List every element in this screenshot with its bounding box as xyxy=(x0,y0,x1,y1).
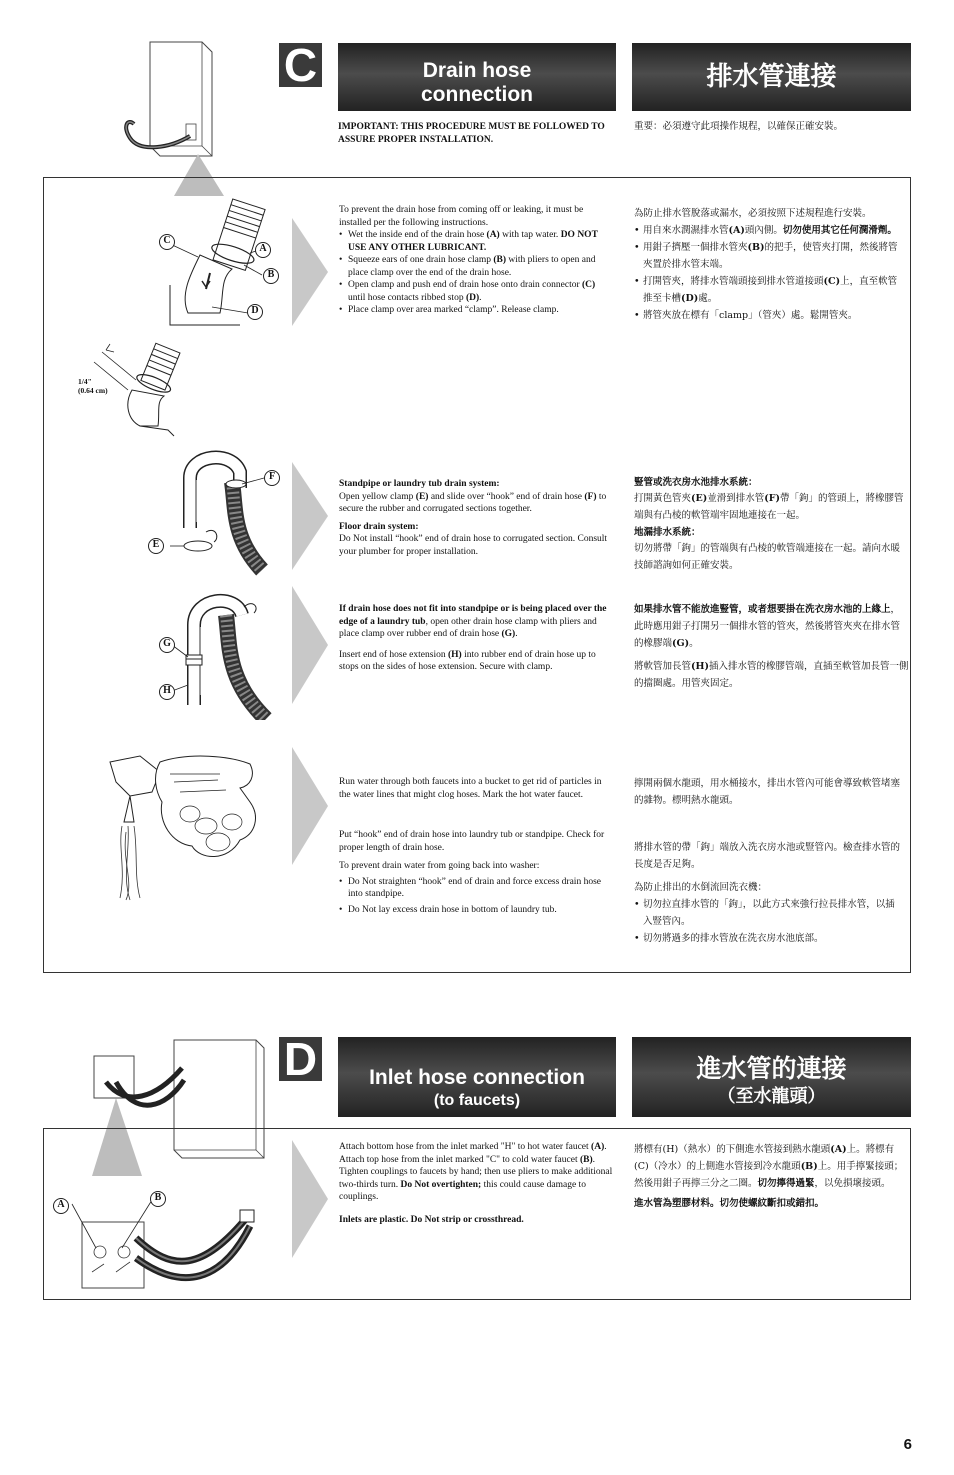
inlet-text-en xyxy=(339,1141,614,1226)
hook-placement-text-en: Put “hook” end of drain hose into laundry tub or standpipe. Check for proper length of drain hose. xyxy=(339,830,605,853)
section-d-title-en xyxy=(338,1037,616,1117)
important-notice-zh: 重要：必須遵守此項操作規程，以確保正確安裝。 xyxy=(634,121,844,132)
step3-text-en xyxy=(339,603,614,674)
step2-text-zh xyxy=(634,476,907,574)
arrow-right-icon xyxy=(292,218,328,326)
step4-text-en xyxy=(339,776,614,916)
section-c-title-line2: connection xyxy=(420,83,533,106)
label-e: E xyxy=(152,539,160,550)
measure-label xyxy=(78,377,108,395)
inlet-warning-zh: 進水管為塑膠材料。切勿使螺紋斷扣或錯扣。 xyxy=(634,1198,825,1209)
label-b: B xyxy=(154,1192,162,1203)
section-c-title-zh: 排水管連接 xyxy=(632,43,911,111)
inlet-warning-en: Inlets are plastic. Do Not strip or crossthread. xyxy=(339,1214,524,1225)
list-item: • 將管夾放在標有「clamp」（管夾）處。鬆開管夾。 xyxy=(634,307,906,324)
list-item: • 切勿將過多的排水管放在洗衣房水池底部。 xyxy=(634,930,904,947)
inlet-instructions-zh: 將標有(H)（熱水）的下側進水管接到熱水龍頭(A)上。將標有(C)（冷水）的上側進水管接到冷水龍頭(B)上。用手擰緊接頭；然後用鉗子再擰三分之二圈。切勿擰得過緊，以免損壞接頭。 xyxy=(634,1144,904,1189)
section-d-title-zh-line2: （至水龍頭） xyxy=(717,1086,826,1107)
step4-text-zh xyxy=(634,775,904,947)
floor-drain-heading-en: Floor drain system: xyxy=(339,521,419,532)
standpipe-heading-zh: 豎管或洗衣房水池排水系統： xyxy=(634,477,758,488)
hook-hose-illustration xyxy=(170,448,280,576)
inlet-text-zh xyxy=(634,1141,907,1212)
section-d-letter: D xyxy=(279,1037,322,1081)
measure-inch: 1/4" xyxy=(78,377,92,386)
list-item: • Do Not straighten “hook” end of drain and force excess drain hose into standpipe. xyxy=(339,876,614,901)
list-item: • Wet the inside end of the drain hose (A) with tap water. DO NOT USE ANY OTHER LUBRICANT. xyxy=(339,229,611,254)
laundry-tub-text-zh: 如果排水管不能放進豎管，或者想要掛在洗衣房水池的上緣上，此時應用鉗子打開另一個排水管的管夾，然後將管夾夾在排水管的橡膠端(G)。 xyxy=(634,604,901,649)
backflow-list-zh xyxy=(634,896,904,947)
inlet-instructions-en: Attach bottom hose from the inlet marked "H" to hot water faucet (A). Attach top hose from the inlet marked "C" to cold water faucet (B). Tighten couplings to faucets by hand; then use pliers to make additional two-thirds turn. Do Not overtighten; this could cause damage to couplings. xyxy=(339,1142,613,1202)
hose-extension-text-en: Insert end of hose extension (H) into rubber end of drain hose up to stops on the sides of hose extension. Secure with clamp. xyxy=(339,649,596,672)
hook-placement-text-zh: 將排水管的帶「鉤」端放入洗衣房水池或豎管內。檢查排水管的長度是否足夠。 xyxy=(634,842,901,870)
list-item: • 用自來水潤濕排水管(A)頭內側。切勿使用其它任何潤滑劑。 xyxy=(634,222,906,239)
flush-faucets-text-zh: 擰開兩個水龍頭，用水桶接水，排出水管內可能會導致軟管堵塞的雜物。標明熱水龍頭。 xyxy=(634,778,901,806)
label-c: C xyxy=(163,235,171,246)
section-d-title-line2: (to faucets) xyxy=(433,1092,521,1109)
step1-intro-zh: 為防止排水管脫落或漏水，必須按照下述規程進行安裝。 xyxy=(634,208,872,219)
hose-extension-illustration xyxy=(170,585,280,720)
arrow-right-icon xyxy=(292,462,328,570)
section-d-title-zh-line1: 進水管的連接 xyxy=(696,1054,847,1083)
washer-drain-illustration xyxy=(110,38,240,198)
step1-text-en xyxy=(339,204,611,317)
prevent-backflow-text-en: To prevent drain water from going back into washer: xyxy=(339,861,540,871)
section-c-letter: C xyxy=(279,43,322,87)
backflow-list-en xyxy=(339,876,614,917)
faucet-hands-illustration xyxy=(100,752,290,902)
section-c-title-en xyxy=(338,43,616,111)
label-a: A xyxy=(259,243,267,254)
list-item: • 切勿拉直排水管的「鉤」，以此方式來強行拉長排水管，以插入豎管內。 xyxy=(634,896,904,930)
floor-drain-heading-zh: 地漏排水系統： xyxy=(634,527,701,538)
step2-text-en xyxy=(339,478,614,558)
section-d-title-line1: Inlet hose connection xyxy=(369,1066,585,1089)
section-d-title-zh xyxy=(632,1037,911,1117)
step3-text-zh xyxy=(634,601,909,692)
list-item: • Place clamp over area marked “clamp”. Release clamp. xyxy=(339,304,611,317)
arrow-right-icon xyxy=(292,586,328,704)
drain-connector-illustration xyxy=(150,195,290,335)
section-c-title-line1: Drain hose xyxy=(422,59,532,82)
hose-extension-text-zh: 將軟管加長管(H)插入排水管的橡膠管端，直插至軟管加長管一側的擋圈處。用管夾固定。 xyxy=(634,661,909,689)
list-item: • 打開管夾，將排水管端頭接到排水管道接頭(C)上，直至軟管推至卡槽(D)處。 xyxy=(634,273,906,307)
laundry-tub-text-en: If drain hose does not fit into standpipe or is being placed over the edge of a laundry tub, open other drain hose clamp with pliers and place clamp over rubber end of drain hose (G). xyxy=(339,604,607,639)
list-item: • Do Not lay excess drain hose in bottom of laundry tub. xyxy=(339,904,614,917)
label-d: D xyxy=(251,305,259,316)
arrow-right-icon xyxy=(292,747,328,865)
flush-faucets-text-en: Run water through both faucets into a bucket to get rid of particles in the water lines that might clog hoses. Mark the hot water faucet. xyxy=(339,777,602,800)
step1-intro-en: To prevent the drain hose from coming off or leaking, it must be installed per the following instructions. xyxy=(339,205,584,228)
floor-drain-text-zh: 切勿將帶「鉤」的管端與有凸棱的軟管端連接在一起。請向水暖技師諮詢如何正確安裝。 xyxy=(634,543,901,571)
prevent-backflow-text-zh: 為防止排出的水倒流回洗衣機： xyxy=(634,882,768,893)
label-b: B xyxy=(267,269,275,280)
label-g: G xyxy=(163,638,171,649)
step1-text-zh xyxy=(634,205,906,324)
step1-list-en xyxy=(339,229,611,317)
measure-cm: (0.64 cm) xyxy=(78,386,108,395)
list-item: • 用鉗子擠壓一個排水管夾(B)的把手，使管夾打開，然後將管夾置於排水管末端。 xyxy=(634,239,906,273)
important-notice-en: IMPORTANT: THIS PROCEDURE MUST BE FOLLOWED TO ASSURE PROPER INSTALLATION. xyxy=(338,122,605,145)
list-item: • Open clamp and push end of drain hose onto drain connector (C) until hose contacts ribbed stop (D). xyxy=(339,279,611,304)
standpipe-heading-en: Standpipe or laundry tub drain system: xyxy=(339,479,500,489)
label-h: H xyxy=(163,685,171,696)
arrow-right-icon xyxy=(292,1140,328,1258)
standpipe-text-zh: 打開黃色管夾(E)並滑到排水管(F)帶「鉤」的管頭上，將橡膠管端與有凸棱的軟管端牢固地連接在一起。 xyxy=(634,493,904,521)
floor-drain-text-en: Do Not install “hook” end of drain hose to corrugated section. Consult your plumber for proper installation. xyxy=(339,534,608,557)
standpipe-text-en: Open yellow clamp (E) and slide over “hook” end of drain hose (F) to secure the rubber and corrugated sections together. xyxy=(339,491,607,514)
label-f: F xyxy=(268,471,276,482)
label-a: A xyxy=(57,1199,65,1210)
list-item: • Squeeze ears of one drain hose clamp (B) with pliers to open and place clamp over the end of the drain hose. xyxy=(339,254,611,279)
page-number: 6 xyxy=(903,1436,912,1453)
step1-list-zh xyxy=(634,222,906,324)
